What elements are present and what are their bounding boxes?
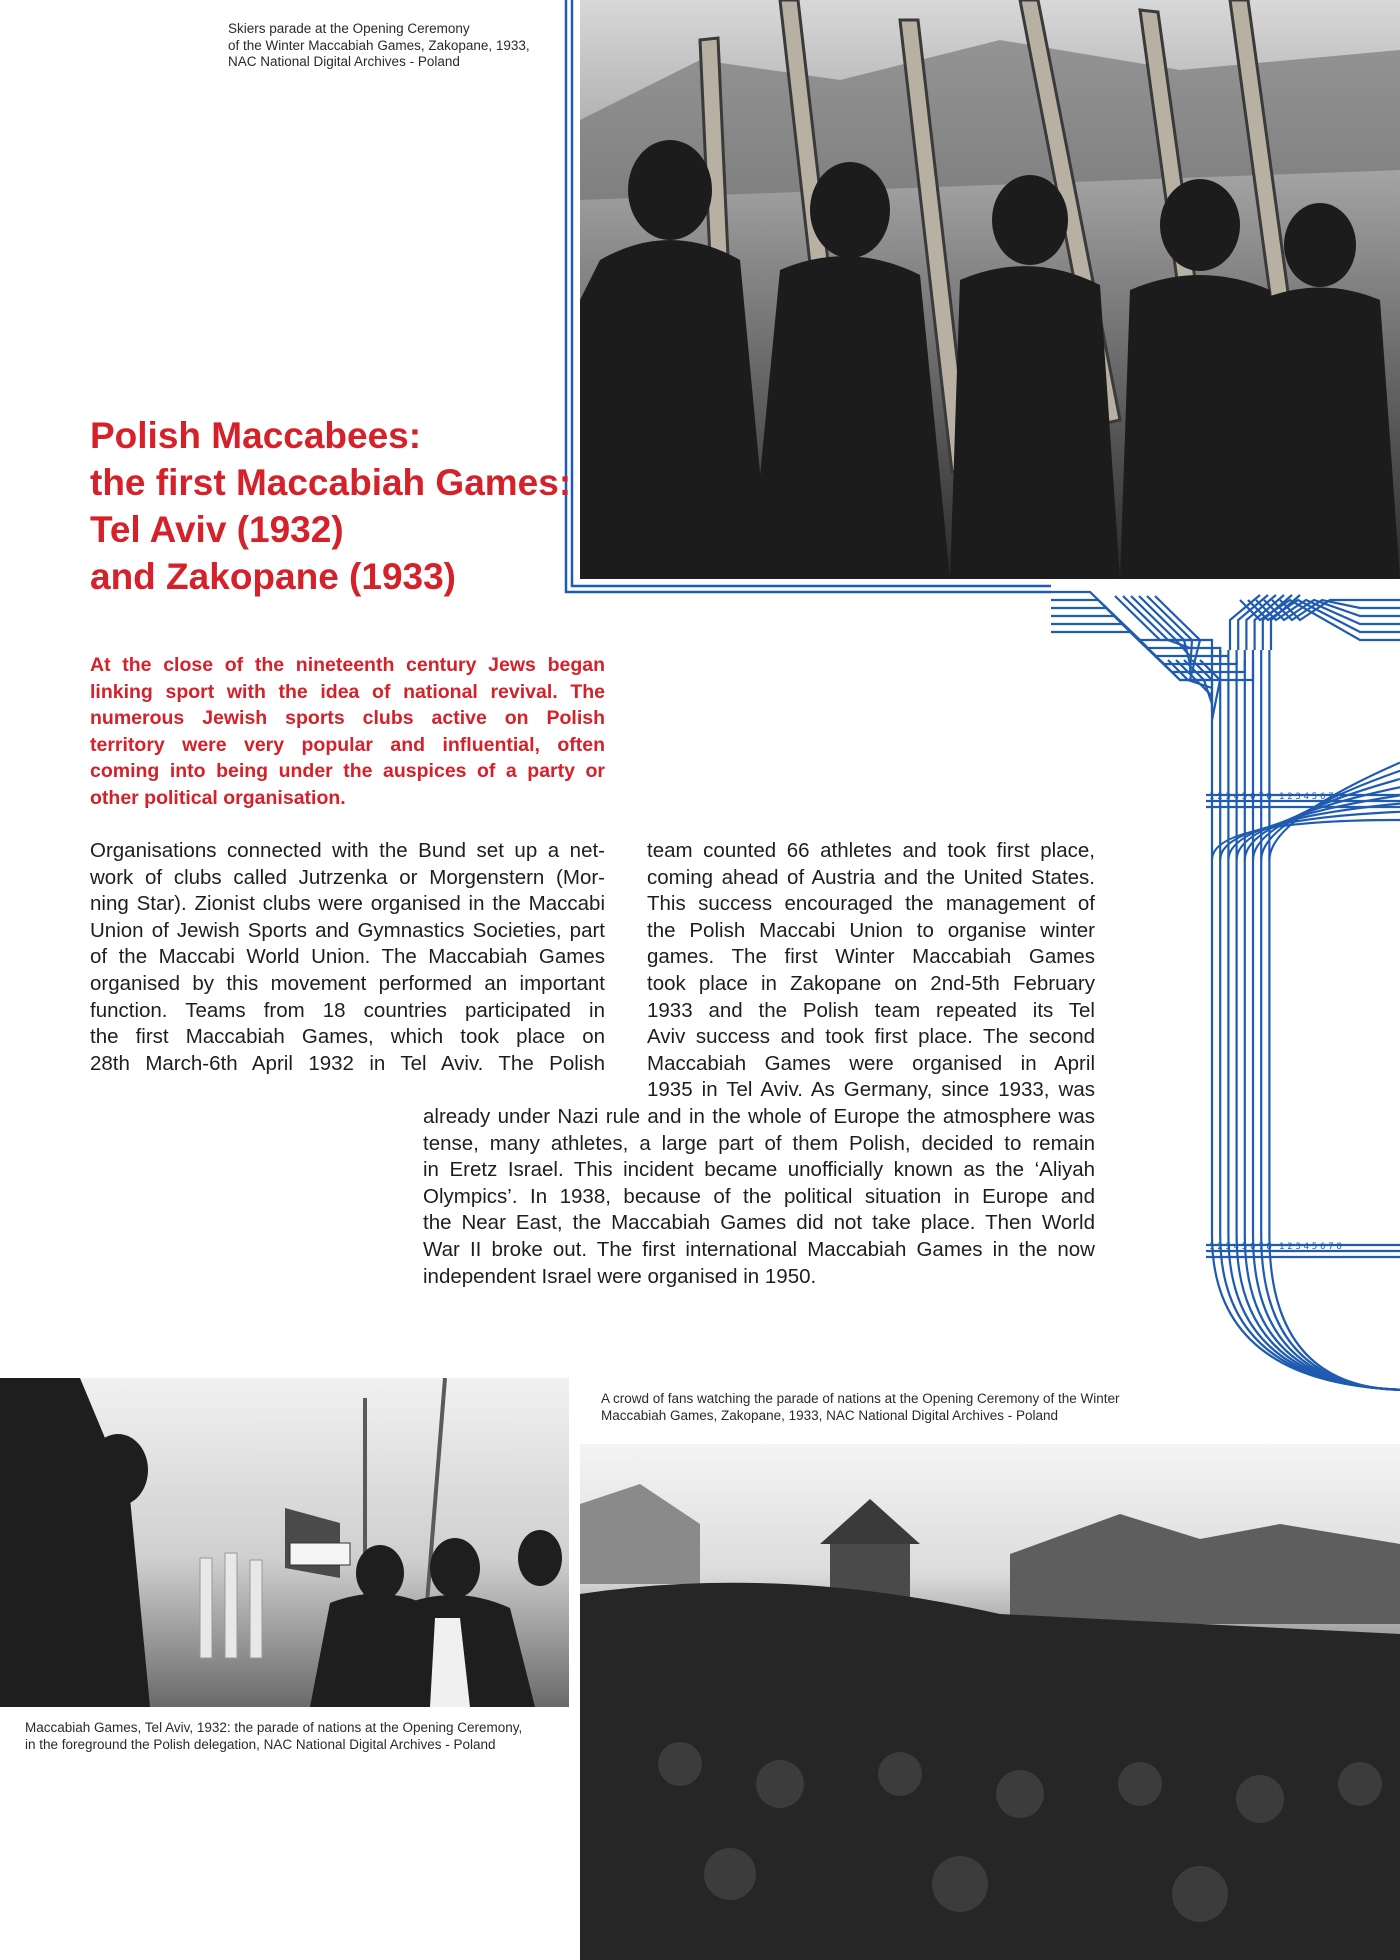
body-line: the Polish Maccabi Union to organise winter xyxy=(647,918,1095,942)
body-line: in Eretz Israel. This incident became unofficially known as the ‘Aliyah xyxy=(423,1158,1095,1182)
lane-number: 7 xyxy=(1258,792,1264,802)
lane-number: 8 xyxy=(1336,792,1342,802)
body-line: coming ahead of Austria and the United States. xyxy=(647,865,1095,889)
body-line: Union of Jewish Sports and Gymnastics Societies, part xyxy=(90,918,605,942)
body-line: tense, many athletes, a large part of them Polish, decided to remain xyxy=(423,1131,1095,1155)
skiers-parade-photo xyxy=(580,0,1400,579)
lane-number: 7 xyxy=(1328,1242,1334,1252)
lane-number: 3 xyxy=(1225,1242,1231,1252)
body-column-3 xyxy=(423,1104,1095,1290)
body-line: team counted 66 athletes and took first place, xyxy=(647,839,1095,862)
body-line: Olympics’. In 1938, because of the political situation in Europe and xyxy=(423,1184,1095,1208)
lane-number: 3 xyxy=(1295,1242,1301,1252)
lane-number: 5 xyxy=(1311,1242,1318,1252)
body-line: Organisations connected with the Bund set up a net- xyxy=(90,839,605,862)
lane-number: 6 xyxy=(1250,1242,1256,1252)
lane-number: 8 xyxy=(1266,1242,1272,1252)
lane-number: 1 xyxy=(1279,792,1285,802)
body-line: ning Star). Zionist clubs were organised in the Maccabi xyxy=(90,892,605,916)
lane-number: 7 xyxy=(1328,792,1334,802)
lane-number: 1 xyxy=(1279,1242,1285,1252)
body-line: organised by this movement performed an important xyxy=(90,971,605,995)
body-column-1 xyxy=(90,838,605,1077)
lane-number: 6 xyxy=(1250,792,1256,802)
lane-number: 6 xyxy=(1320,1242,1326,1252)
body-column-2 xyxy=(647,838,1095,1104)
lane-number: 6 xyxy=(1320,792,1326,802)
lane-number: 4 xyxy=(1233,792,1240,802)
tree-branch-line xyxy=(1155,596,1200,680)
body-line: work of clubs called Jutrzenka or Morgenstern (Mor- xyxy=(90,865,605,889)
body-line: This success encouraged the management of xyxy=(647,892,1095,916)
lane-number: 2 xyxy=(1217,1242,1223,1252)
bottom-left-photo-caption: Maccabiah Games, Tel Aviv, 1932: the parade of nations at the Opening Ceremony, in the foreground the Polish delegation, NAC National Digital Archives - Poland xyxy=(25,1720,523,1752)
tree-branch-line xyxy=(1256,600,1400,624)
lane-number: 5 xyxy=(1241,792,1248,802)
lane-number: 2 xyxy=(1287,792,1293,802)
title-line: Tel Aviv (1932) xyxy=(90,509,344,550)
body-line: the Near East, the Maccabiah Games did not take place. Then World xyxy=(423,1211,1095,1235)
lane-number: 8 xyxy=(1336,1242,1342,1252)
tree-branch-line xyxy=(1051,592,1212,660)
lane-number: 2 xyxy=(1287,1242,1293,1252)
body-line: 1935 in Tel Aviv. As Germany, since 1933, was xyxy=(647,1078,1095,1102)
lane-number: 1 xyxy=(1209,792,1215,802)
title-line: the first Maccabiah Games: xyxy=(90,462,572,503)
lane-number: 2 xyxy=(1217,792,1223,802)
body-line: games. The first Winter Maccabiah Games xyxy=(647,945,1095,969)
lane-number: 8 xyxy=(1266,792,1272,802)
body-line: function. Teams from 18 countries participated in xyxy=(90,998,605,1022)
title-line: and Zakopane (1933) xyxy=(90,556,457,597)
lane-number: 5 xyxy=(1241,1242,1248,1252)
track-curve-line xyxy=(1253,1235,1400,1390)
body-line: of the Maccabi World Union. The Maccabiah Games xyxy=(90,945,605,969)
body-line: the first Maccabiah Games, which took place on xyxy=(90,1025,605,1049)
lane-number: 4 xyxy=(1303,792,1310,802)
lane-number: 3 xyxy=(1295,792,1301,802)
tel-aviv-parade-photo xyxy=(0,1378,569,1707)
top-photo-caption: Skiers parade at the Opening Ceremony of the Winter Maccabiah Games, Zakopane, 1933, NAC National Digital Archives - Poland xyxy=(228,21,530,69)
lane-number: 7 xyxy=(1258,1242,1264,1252)
lane-number: 5 xyxy=(1311,792,1318,802)
bottom-right-photo-caption: A crowd of fans watching the parade of nations at the Opening Ceremony of the Winter Maccabiah Games, Zakopane, 1933, NAC National Digital Archives - Poland xyxy=(601,1391,1120,1423)
body-line: 1933 and the Polish team repeated its Tel xyxy=(647,998,1095,1022)
lane-number: 4 xyxy=(1233,1242,1240,1252)
title-line: Polish Maccabees: xyxy=(90,415,422,456)
body-line: Maccabiah Games were organised in April xyxy=(647,1051,1095,1075)
body-line: took place in Zakopane on 2nd-5th February xyxy=(647,971,1095,995)
lane-number: 1 xyxy=(1209,1242,1215,1252)
body-line: Aviv success and took first place. The second xyxy=(647,1025,1095,1049)
body-line: independent Israel were organised in 1950. xyxy=(423,1264,817,1288)
lane-number: 4 xyxy=(1303,1242,1310,1252)
body-line: War II broke out. The first international Maccabiah Games in the now xyxy=(423,1237,1095,1261)
body-line: 28th March-6th April 1932 in Tel Aviv. The Polish xyxy=(90,1051,605,1075)
zakopane-crowd-photo xyxy=(580,1444,1400,1960)
page-title xyxy=(90,412,590,600)
lane-number: 3 xyxy=(1225,792,1231,802)
body-line: already under Nazi rule and in the whole of Europe the atmosphere was xyxy=(423,1105,1095,1128)
lead-paragraph: At the close of the nineteenth century Jews began linking sport with the idea of national revival. The numerous Jewish sports clubs active on Polish territory were very popular and influential, often coming into being under the auspices of a party or other political organisation. xyxy=(90,654,605,809)
tree-branch-line xyxy=(1200,660,1220,720)
